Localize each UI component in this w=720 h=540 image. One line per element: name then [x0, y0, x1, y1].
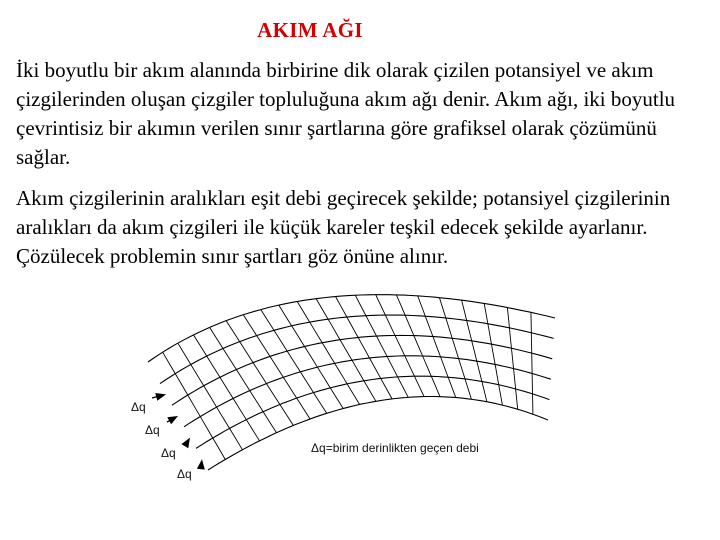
equipotential-line-6	[243, 315, 310, 419]
equipotential-line-10	[316, 299, 376, 402]
delta-q-label-2: Δq	[145, 423, 160, 437]
equipotential-line-15	[418, 296, 456, 398]
flow-arrows	[152, 393, 205, 470]
equipotential-line-4	[210, 327, 277, 432]
equipotential-line-19	[507, 308, 517, 410]
streamline-2	[160, 315, 554, 384]
streamline-5	[196, 376, 549, 448]
flow-arrow-head-2	[167, 416, 178, 424]
page-title: AKIM AĞI	[257, 18, 363, 42]
equipotential-line-14	[396, 295, 440, 397]
equipotential-line-3	[194, 335, 260, 441]
equipotential-line-18	[484, 304, 502, 406]
equipotential-line-20	[531, 312, 533, 414]
delta-q-label-1: Δq	[131, 400, 146, 414]
delta-q-labels	[131, 400, 192, 481]
definition-paragraph: İki boyutlu bir akım alanında birbirine dik olarak çizilen potansiyel ve akım çizgilerinden oluşan çizgiler topluluğuna akım ağı denir. Akım ağı, iki boyutlu çevrintisiz bir akımın verilen sınır şartlarına göre grafiksel olarak çözümünü sağlar.	[16, 58, 676, 169]
streamline-6	[208, 397, 548, 471]
flow-arrow-head-4	[197, 459, 205, 469]
streamline-1	[148, 295, 555, 362]
equipotential-line-17	[462, 300, 487, 402]
flow-arrow-head-1	[155, 393, 166, 401]
flow-arrow-head-3	[181, 438, 190, 449]
figure-caption: Δq=birim derinlikten geçen debi	[311, 441, 479, 455]
explanation-paragraph: Akım çizgilerinin aralıkları eşit debi geçirecek şekilde; potansiyel çizgilerinin aralıkları da akım çizgileri ile küçük kareler teşkil edecek şekilde ayarlanır. Çözülecek problemin sınır şartları göz önüne alınır.	[16, 186, 671, 268]
delta-q-label-3: Δq	[161, 446, 176, 460]
delta-q-label-4: Δq	[177, 467, 192, 481]
equipotential-line-16	[439, 298, 471, 400]
equipotential-line-5	[226, 321, 293, 426]
